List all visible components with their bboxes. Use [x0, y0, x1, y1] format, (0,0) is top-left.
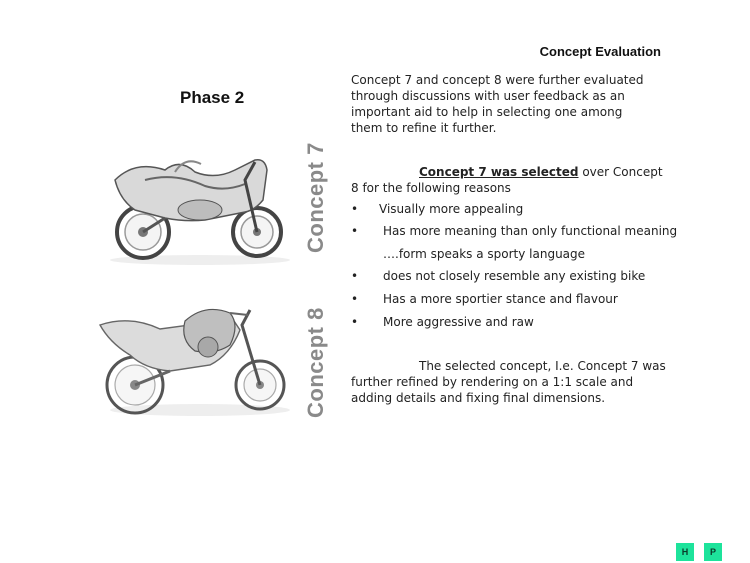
- bullet-icon: •: [351, 224, 359, 238]
- intro-paragraph: Concept 7 and concept 8 were further evaluated through discussions with user feedback as an important aid to help in selecting one among them to refine it further.: [351, 73, 644, 135]
- previous-nav-button[interactable]: P: [704, 543, 722, 561]
- concept-7-sketch: [105, 150, 295, 268]
- bullet-icon: •: [351, 292, 359, 306]
- bullet-icon: •: [351, 269, 359, 283]
- home-nav-button[interactable]: H: [676, 543, 694, 561]
- bullet-icon: •: [351, 202, 359, 216]
- concept-8-sketch: [90, 285, 290, 435]
- outro-paragraph: The selected concept, I.e. Concept 7 was further refined by rendering on a 1:1 scale and adding details and fixing final dimensions.: [351, 359, 666, 405]
- reason-item: • Has more meaning than only functional meaning: [351, 224, 678, 238]
- bullet-icon: •: [351, 315, 359, 329]
- reason-item: • More aggressive and raw: [351, 315, 534, 329]
- reason-item-continuation: ….form speaks a sporty language: [383, 247, 586, 261]
- reason-item: • Visually more appealing: [351, 202, 524, 216]
- concept-8-label: Concept 8: [303, 307, 328, 418]
- reason-item: • Has a more sportier stance and flavour: [351, 292, 618, 306]
- concept-7-label: Concept 7: [303, 142, 328, 253]
- reason-item: • does not closely resemble any existing bike: [351, 269, 646, 283]
- reasons-lead-rest: over Concept 8 for the following reasons: [351, 165, 663, 195]
- selected-concept-emphasis: Concept 7 was selected: [419, 165, 579, 179]
- phase-title: Phase 2: [180, 88, 245, 107]
- reasons-lead: [351, 164, 671, 196]
- header-title: Concept Evaluation: [539, 44, 661, 59]
